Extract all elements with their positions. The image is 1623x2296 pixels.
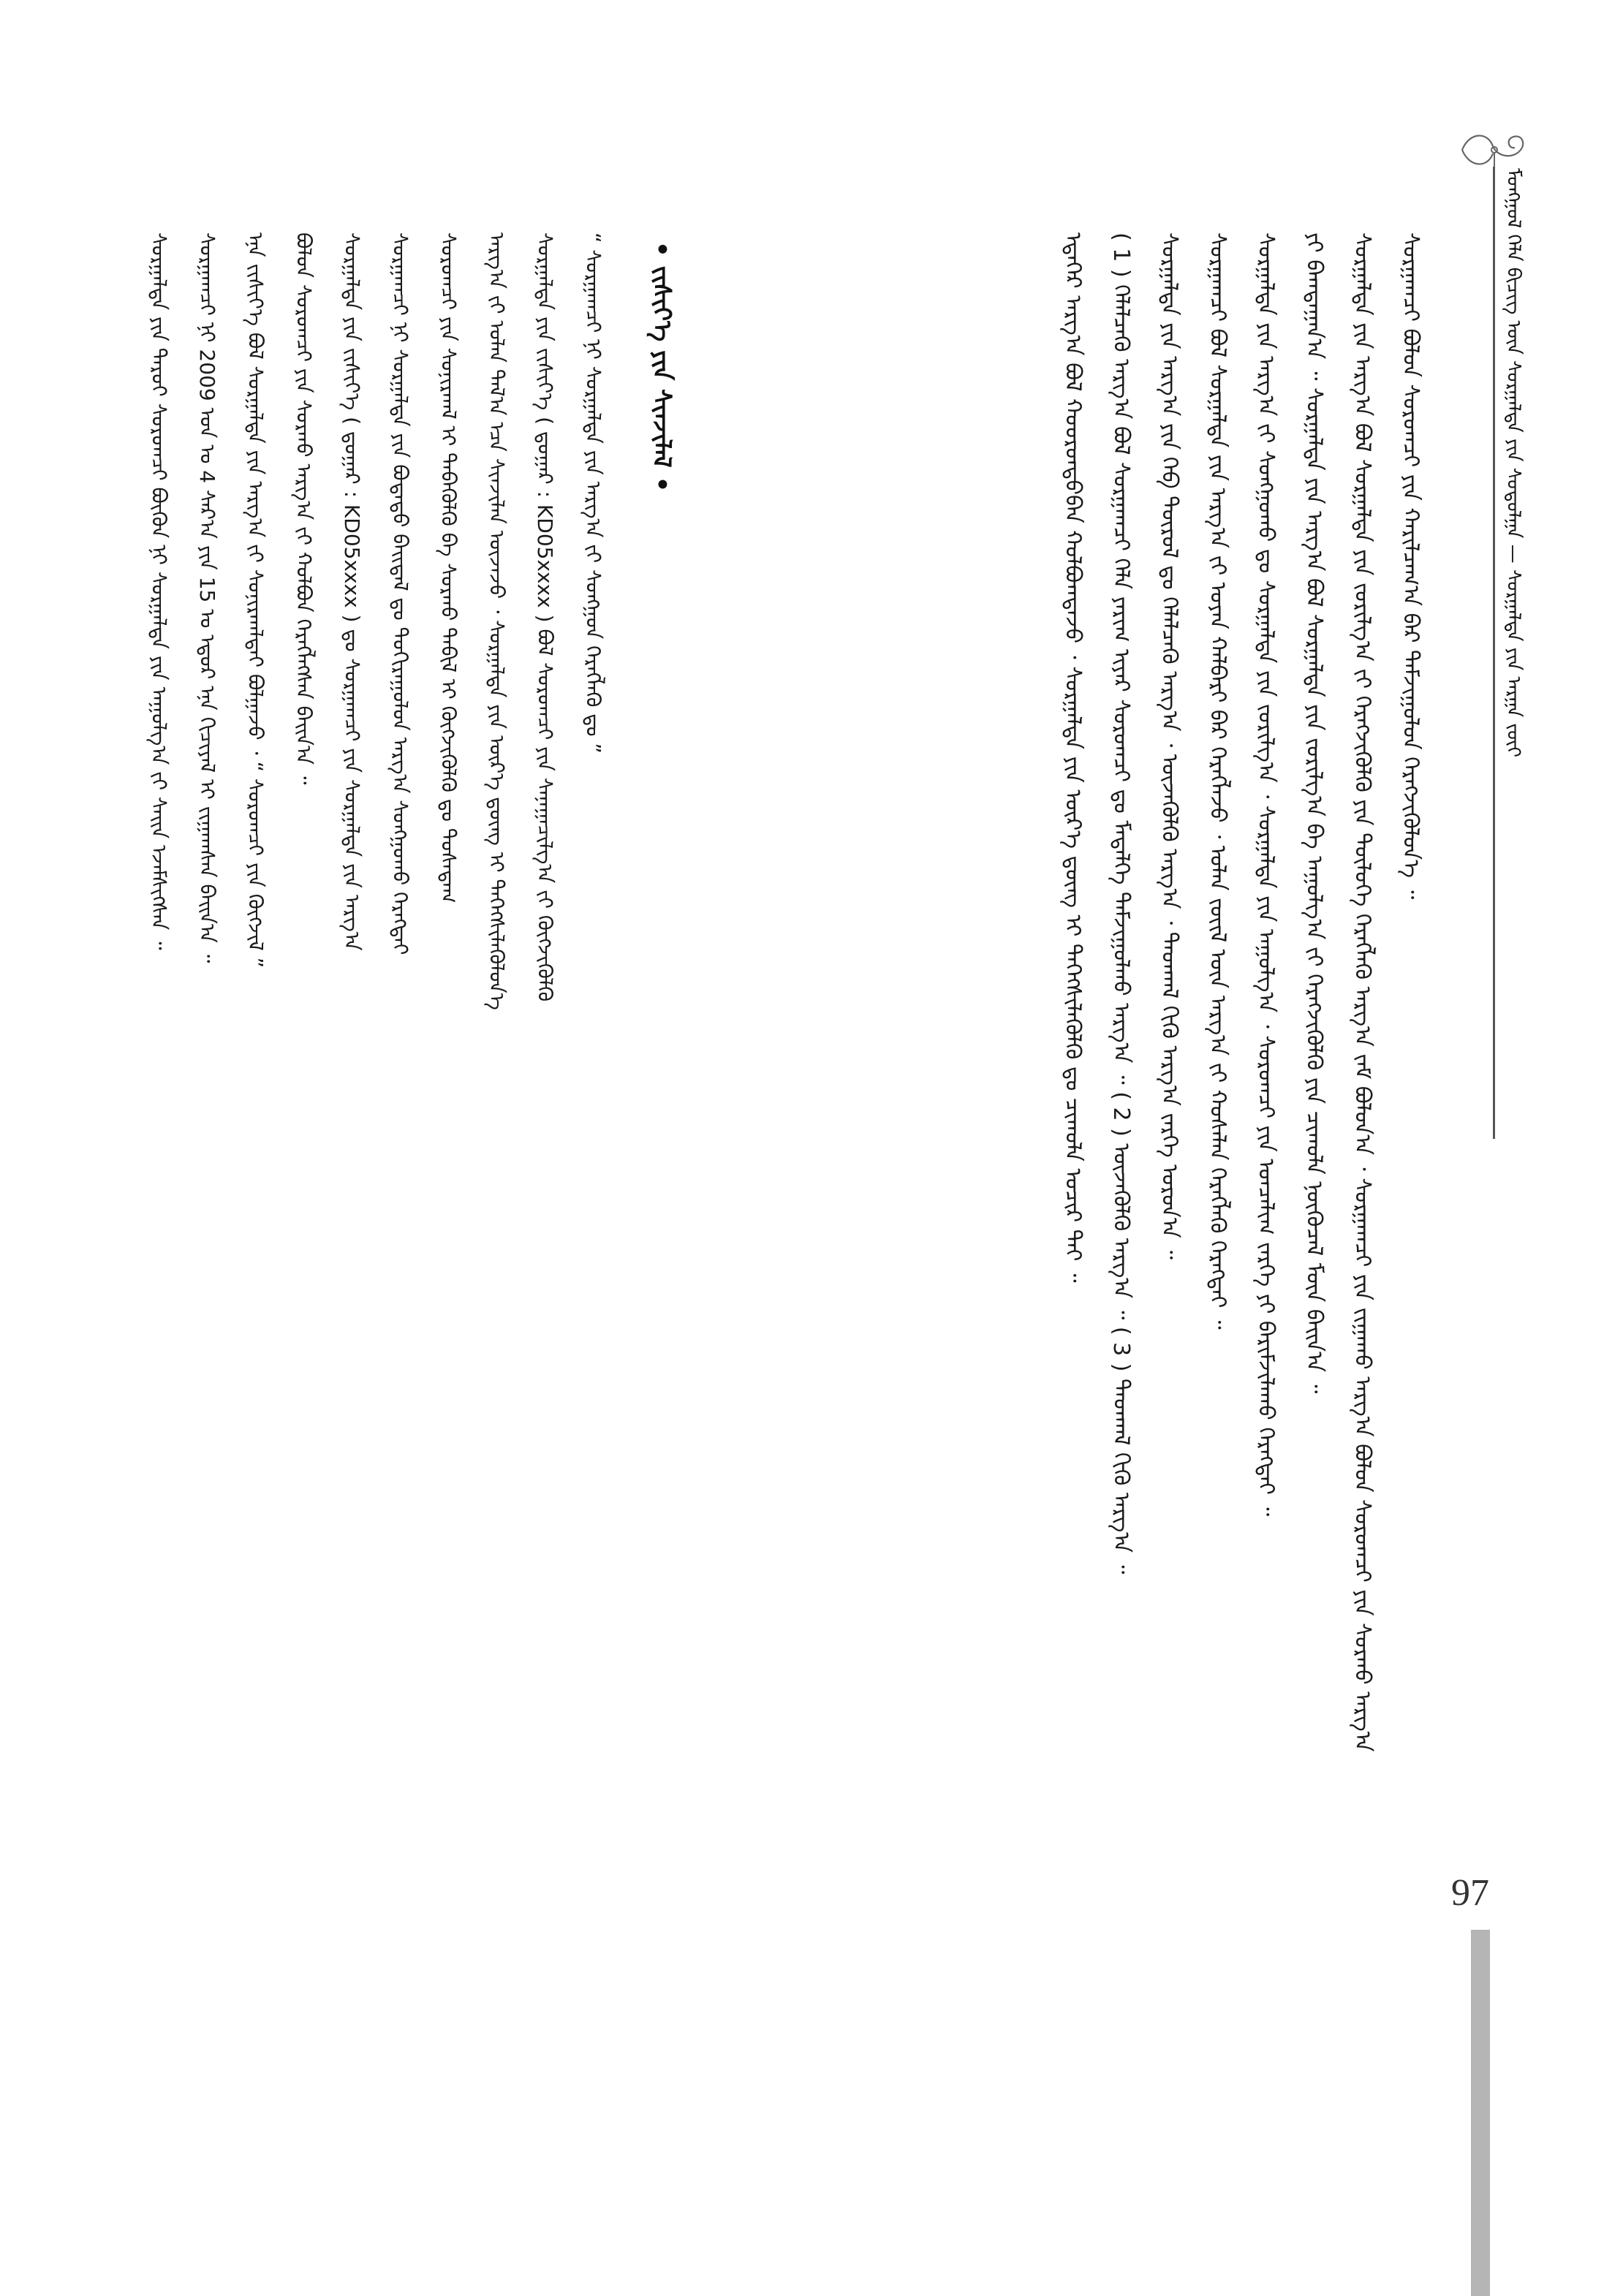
page-number: 97 bbox=[1451, 1872, 1489, 1914]
note-line: “ ᠰᠤᠷᠭᠠᠭᠴᠢ ᠨᠢ ᠰᠤᠷᠭᠠᠯᠲᠠ ᠶᠢᠨ ᠠᠷᠭ᠎ᠠ ᠵᠢ ᠰᠣᠩᠭᠣᠨ ᠬᠡᠷᠡᠭᠯᠡᠬᠦ ᠳᠤ ” bbox=[581, 232, 605, 754]
body-line: ᠰᠤᠷᠭᠠᠭᠴᠢ ᠪᠣᠯᠤᠨ ᠰᠤᠷᠤᠭᠴᠢ ᠶᠢᠨ ᠬᠠᠷᠢᠯᠴᠠᠭ᠎ᠠ ᠪᠠᠷ ᠳᠠᠮᠵᠢᠭᠤᠯᠤᠨ ᠬᠡᠷᠡᠭᠵᠢᠬᠦᠯᠦᠨ᠎ᠡ ᠃ bbox=[1398, 232, 1423, 900]
header-rule bbox=[1493, 167, 1495, 1139]
note-line: ᠪᠣᠯᠤᠨ ᠰᠤᠷᠤᠭᠴᠢ ᠶᠢᠨ ᠰᠤᠷᠬᠤ ᠠᠷᠭ᠎ᠠ ᠵᠢ ᠬᠣᠯᠪᠣᠨ ᠬᠡᠷᠡᠭᠯᠡᠭᠰᠡᠨ ᠪᠠᠢᠨ᠎ᠠ ᠃ bbox=[292, 232, 316, 785]
note-line: ᠰᠤᠷᠭᠠᠯᠲᠠ ᠶᠢᠨ ᠵᠢᠱᠢᠶ᠎ᠡ ( ᠳ᠋ᠤᠭᠠᠷ : KD05xxxx ) ᠳᠤ ᠰᠤᠷᠭᠠᠭᠴᠢ ᠶᠢᠨ ᠰᠤᠷᠭᠠᠯᠲᠠ ᠶᠢᠨ ᠠᠷᠭ᠎ᠠ bbox=[340, 232, 364, 951]
body-line: ᠶᠢ ᠪᠠᠭᠲᠠᠭᠠᠨ᠎ᠠ ᠃ ᠰᠤᠷᠭᠠᠯᠲᠠ ᠶᠢᠨ ᠠᠷᠭ᠎ᠠ ᠪᠣᠯ ᠰᠤᠷᠭᠠᠯᠲᠠ ᠶᠢᠨ ᠵᠣᠷᠢᠯᠭ᠎ᠠ ᠪᠠ ᠠᠭᠤᠯᠭ᠎ᠠ ᠵᠢ ᠬᠡᠷᠡᠭᠵᠢᠭᠦᠯᠬᠦ ᠶᠢᠨ ᠴᠢᠬᠤᠯᠠ ᠨᠥᠬᠦᠴᠡᠯ ᠮᠥᠨ ᠪᠠᠢᠨ᠎ᠠ ᠃ bbox=[1301, 232, 1327, 1394]
body-line: ᠡᠳᠡᠭᠡᠷ ᠠᠷᠭ᠎ᠠ ᠪᠣᠯ ᠬᠣᠣᠷᠣᠨᠳᠣ᠎ᠪᠠᠨ ᠬᠣᠯᠪᠣᠭᠳᠠᠵᠤ ᠂ ᠰᠤᠷᠭᠠᠯᠲᠠ ᠶᠢᠨ ᠦᠷ᠎ᠡ ᠳ᠋ᠦᠩ ᠢ ᠳᠡᠭᠡᠭᠰᠢᠯᠡᠭᠦᠯᠬᠦ ᠳᠤ ᠴᠢᠬᠤᠯᠠ ᠤᠴᠢᠷ ᠲᠠᠢ ᠃ bbox=[1060, 232, 1086, 1283]
section-heading: • ᠵᠢᠱᠢᠶ᠎ᠡ ᠶᠢᠨ ᠰᠢᠨᠵᠢᠯᠡᠯ • bbox=[647, 241, 676, 493]
note-line: ᠰᠤᠷᠭᠠᠭᠴᠢ ᠨᠢ ᠰᠤᠷᠭᠠᠯᠲᠠ ᠶᠢᠨ ᠪᠣᠳᠠᠲᠤ ᠪᠠᠢᠳᠠᠯ ᠳᠤ ᠲᠣᠬᠢᠷᠠᠭᠤᠯᠤᠨ ᠠᠷᠭ᠎ᠠ ᠰᠣᠩᠭᠣᠬᠤ ᠬᠡᠷᠡᠭᠲᠡᠢ bbox=[388, 232, 412, 955]
note-line: ᠡᠨᠡ ᠵᠢᠱᠢᠶ᠎ᠡ ᠪᠣᠯ ᠰᠤᠷᠭᠠᠯᠲᠠ ᠶᠢᠨ ᠠᠷᠭ᠎ᠠ ᠵᠢ ᠰᠣᠨᠢᠷᠬᠠᠯᠲᠠᠢ ᠪᠣᠯᠭᠠᠵᠤ ᠂ “ ᠰᠤᠷᠤᠭᠴᠢ ᠶᠢᠨ ᠬᠥᠭᠵᠢᠯ ” bbox=[243, 232, 268, 969]
body-line: ᠰᠤᠷᠭᠠᠯᠲᠠ ᠶᠢᠨ ᠠᠷᠭ᠎ᠠ ᠵᠢ ᠰᠣᠩᠭᠣᠬᠤ ᠳᠤ ᠰᠤᠷᠭᠠᠯᠲᠠ ᠶᠢᠨ ᠵᠣᠷᠢᠯᠭ᠎ᠠ ᠂ ᠰᠤᠷᠭᠠᠯᠲᠠ ᠶᠢᠨ ᠠᠭᠤᠯᠭ᠎ᠠ ᠂ ᠰᠤᠷᠤᠭᠴᠢ ᠶᠢᠨ ᠣᠨᠴᠠᠯᠢᠭ ᠵᠡᠷᠭᠡ ᠶᠢ ᠪᠠᠷᠢᠮᠵᠢᠯᠠᠬᠤ ᠬᠡᠷᠡᠭᠲᠡᠢ ᠃ bbox=[1253, 232, 1279, 1517]
body-line: ᠰᠤᠷᠭᠠᠯᠲᠠ ᠶᠢᠨ ᠠᠷᠭ᠎ᠠ ᠪᠣᠯ ᠰᠤᠷᠭᠠᠯᠲᠠ ᠶᠢᠨ ᠵᠣᠷᠢᠯᠭ᠎ᠠ ᠵᠢ ᠬᠡᠷᠡᠭᠵᠢᠭᠦᠯᠬᠦ ᠶᠢᠨ ᠲᠥᠯᠥᠭᠡ ᠬᠡᠷᠡᠭᠯᠡᠬᠦ ᠠᠷᠭ᠎ᠠ ᠵᠠᠮ ᠪᠣᠯᠤᠨ᠎ᠠ ᠂ ᠰᠤᠷᠭᠠᠭᠴᠢ ᠶᠢᠨ ᠵᠢᠭᠠᠬᠤ ᠠᠷᠭ᠎ᠠ ᠪᠣᠯᠤᠨ ᠰᠤᠷᠤᠭᠴᠢ ᠶᠢᠨ ᠰᠤᠷᠬᠤ ᠠᠷᠭ᠎ᠠ bbox=[1350, 232, 1375, 1752]
body-line: ( 1 ) ᠬᠡᠯᠡᠯᠴᠡᠬᠦ ᠠᠷᠭ᠎ᠠ ᠪᠣᠯ ᠰᠤᠷᠭᠠᠭᠴᠢ ᠬᠡᠯᠡ ᠶᠠᠷᠢᠭ ᠢᠶᠠᠷ ᠰᠤᠷᠤᠭᠴᠢ ᠳᠤ ᠮᠡᠳᠡᠯᠭᠡ ᠳᠠᠮᠵᠢᠭᠤᠯᠬᠤ ᠠᠷᠭ᠎ᠠ ᠃ ( 2 ) ᠦᠵᠡᠭᠦᠯᠬᠦ ᠠᠷᠭ᠎ᠠ ᠃ ( 3 ) ᠳᠠᠳᠬᠠᠯ ᠬᠢᠬᠦ ᠠᠷᠭ᠎ᠠ ᠃ bbox=[1108, 232, 1134, 1575]
body-line: ᠰᠤᠷᠭᠠᠯᠲᠠ ᠶᠢᠨ ᠠᠷᠭ᠎ᠠ ᠶᠢᠨ ᠬᠡᠪ ᠲᠥᠷᠥᠯ ᠳᠤ ᠬᠡᠯᠡᠯᠴᠡᠬᠦ ᠠᠷᠭ᠎ᠠ ᠂ ᠦᠵᠡᠭᠦᠯᠬᠦ ᠠᠷᠭ᠎ᠠ ᠂ ᠳᠠᠳᠬᠠᠯ ᠬᠢᠬᠦ ᠠᠷᠭ᠎ᠠ ᠵᠡᠷᠭᠡ ᠣᠷᠣᠨ᠎ᠠ ᠃ bbox=[1157, 232, 1182, 1260]
body-line: ᠰᠤᠷᠭᠠᠭᠴᠢ ᠪᠣᠯ ᠰᠤᠷᠭᠠᠯᠲᠠ ᠶᠢᠨ ᠠᠷᠭ᠎ᠠ ᠵᠢ ᠤᠶᠠᠨ ᠬᠠᠯᠪᠠᠷᠢ ᠪᠠᠷ ᠬᠡᠷᠡᠭᠯᠡᠵᠦ ᠂ ᠣᠯᠠᠨ ᠵᠦᠢᠯ ᠦᠨ ᠠᠷᠭ᠎ᠠ ᠵᠢ ᠬᠣᠰᠠᠯᠠᠨ ᠬᠡᠷᠡᠭᠯᠡᠬᠦ ᠬᠡᠷᠡᠭᠲᠡᠢ ᠃ bbox=[1205, 232, 1230, 1330]
note-line: ᠰᠤᠷᠭᠠᠯᠲᠠ ᠶᠢᠨ ᠳᠠᠷᠤᠢ ᠰᠤᠷᠤᠭᠴᠢ ᠪᠦᠬᠦᠨ ᠨᠢ ᠰᠤᠷᠭᠠᠯᠲᠠ ᠶᠢᠨ ᠠᠭᠤᠯᠭ᠎ᠠ ᠵᠢ ᠰᠠᠢᠨ ᠡᠵᠡᠮᠰᠢᠭᠰᠡᠨ ᠃ bbox=[147, 232, 171, 950]
running-head: ᠮᠣᠩᠭᠣᠯ ᠬᠡᠯᠡ ᠪᠢᠴᠢᠭ᠌ ᠦᠨ ᠰᠤᠷᠭᠠᠯᠲᠠ ᠶᠢᠨ ᠰᠣᠳᠤᠯᠭᠠ — ᠰᠤᠷᠭᠠᠯᠲᠠ ᠶᠢᠨ ᠠᠷᠭᠠ ᠵᠦᠢ bbox=[1502, 168, 1524, 757]
page-edge-bar bbox=[1471, 1930, 1490, 2296]
note-line: ᠰᠤᠷᠭᠠᠯᠲᠠ ᠶᠢᠨ ᠵᠢᠱᠢᠶ᠎ᠡ ( ᠳ᠋ᠤᠭᠠᠷ : KD05xxxx ) ᠪᠣᠯ ᠰᠤᠷᠤᠭᠴᠢ ᠶᠢᠨ ᠰᠠᠨᠠᠭᠠᠴᠢᠯᠭ᠎ᠠ ᠵᠢ ᠬᠥᠭᠵᠢᠭᠦᠯᠬᠦ bbox=[533, 232, 557, 1002]
note-line: ᠰᠤᠷᠭᠠᠭᠴᠢ ᠨᠢ 2009 ᠣᠨ ᠤ 4 ᠰᠠᠷ᠎ᠠ ᠶᠢᠨ 15 ᠤ ᠡᠳᠦᠷ ᠡᠨᠡ ᠬᠢᠴᠢᠶᠡᠯ ᠢ ᠵᠢᠭᠠᠭᠰᠠᠨ ᠪᠠᠢᠨ᠎ᠠ ᠃ bbox=[195, 232, 219, 963]
note-line: ᠠᠷᠭ᠎ᠠ ᠵᠢ ᠣᠯᠠᠨ ᠲᠠᠯ᠎ᠠ ᠡᠴᠡ ᠰᠢᠨᠵᠢᠯᠡᠨ ᠦᠵᠡᠵᠦ ᠂ ᠰᠤᠷᠭᠠᠯᠲᠠ ᠶᠢᠨ ᠦᠷ᠎ᠡ ᠳ᠋ᠦᠩ ᠢ ᠳᠡᠭᠡᠭᠰᠢᠯᠡᠭᠦᠯᠦᠨ᠎ᠡ bbox=[485, 232, 509, 1010]
note-line: ᠰᠤᠷᠤᠭᠴᠢ ᠶᠢᠨ ᠰᠣᠨᠢᠷᠬᠠᠯ ᠢ ᠳᠡᠪᠡᠭᠦᠯᠬᠦ ᠪᠠ ᠰᠤᠷᠬᠤ ᠲᠠᠪᠢᠯ ᠢ ᠬᠥᠭᠵᠢᠭᠦᠯᠬᠦ ᠳᠤ ᠲᠤᠰᠠᠳᠠᠭ bbox=[436, 232, 461, 903]
